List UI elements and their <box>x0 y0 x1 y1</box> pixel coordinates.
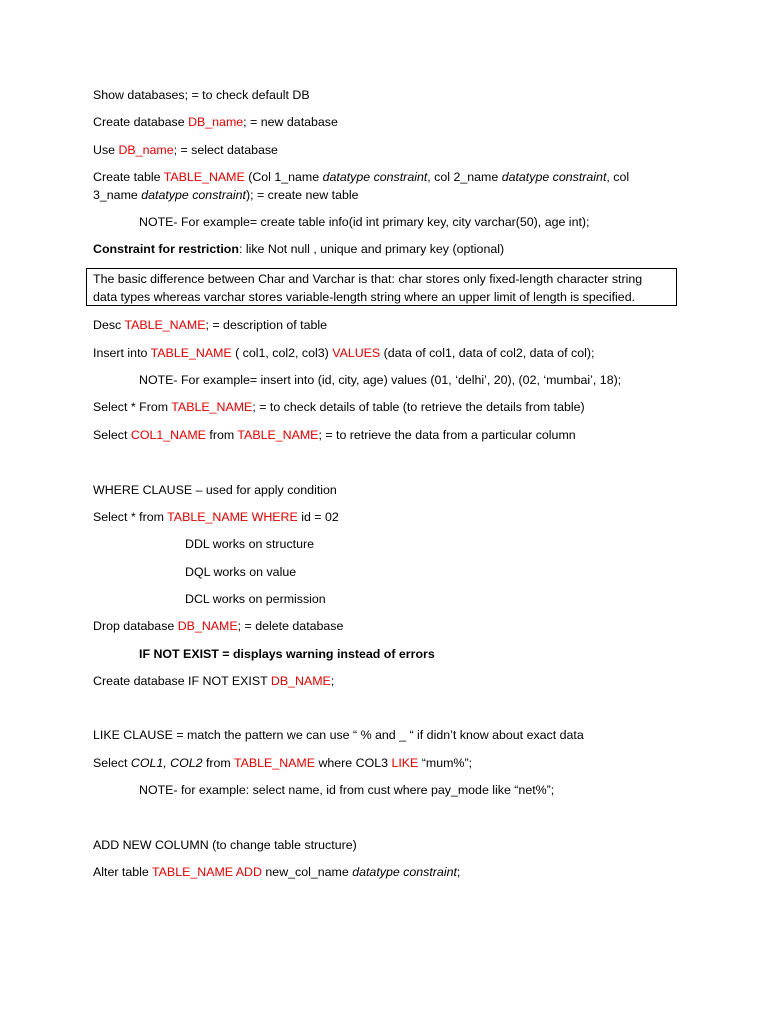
italic-text: datatype constraint <box>501 170 607 184</box>
text: (data of col1, data of col2, data of col); <box>380 346 595 360</box>
text: ; <box>456 865 461 879</box>
text: The basic difference between Char and Varchar is that: char stores only fixed-length character string <box>93 272 643 286</box>
line-ddl <box>185 536 314 553</box>
text: ADD NEW COLUMN (to change table structure) <box>93 838 357 852</box>
text: from <box>202 756 234 770</box>
text: where COL3 <box>315 756 392 770</box>
text: Insert into <box>93 346 151 360</box>
text: Desc <box>93 318 125 332</box>
line-select-like <box>93 755 472 772</box>
text: LIKE CLAUSE = match the pattern we can use “ % and _ “ if didn’t know about exact data <box>93 728 584 742</box>
line-if-not-exist <box>139 646 435 663</box>
italic-text: COL1, COL2 <box>130 756 203 770</box>
heading-add-new-column <box>93 837 357 854</box>
text: ; = delete database <box>237 619 344 633</box>
keyword-red: COL1_NAME <box>130 428 206 442</box>
line-dql <box>185 564 296 581</box>
keyword-red: DB_NAME <box>177 619 238 633</box>
keyword-red: VALUES <box>332 346 381 360</box>
text: : like Not null , unique and primary key (optional) <box>238 242 505 256</box>
bold-text: IF NOT EXIST = displays warning instead of errors <box>139 647 435 661</box>
text: id = 02 <box>297 510 339 524</box>
text: Show databases; = to check default DB <box>93 88 310 102</box>
line-drop-database <box>93 618 343 635</box>
text: (Col 1_name <box>244 170 323 184</box>
keyword-red: TABLE_NAME ADD <box>152 865 262 879</box>
keyword-red: DB_name <box>188 115 244 129</box>
text: DQL works on value <box>185 565 297 579</box>
line-select-all <box>93 399 585 416</box>
text: new_col_name <box>261 865 353 879</box>
keyword-red: TABLE_NAME WHERE <box>167 510 298 524</box>
line-desc <box>93 317 327 334</box>
heading-where-clause <box>93 482 337 499</box>
italic-text: datatype constraint <box>352 865 457 879</box>
text: WHERE CLAUSE – used for apply condition <box>93 483 337 497</box>
keyword-red: TABLE_NAME <box>124 318 206 332</box>
text: Select <box>93 428 131 442</box>
text: ; = new database <box>243 115 338 129</box>
text: ( col1, col2, col3) <box>231 346 333 360</box>
text: NOTE- For example= insert into (id, city, age) values (01, ‘delhi’, 20), (02, ‘mumbai’, 18); <box>139 373 622 387</box>
keyword-red: LIKE <box>391 756 419 770</box>
text: DCL works on permission <box>185 592 326 606</box>
text: ; = description of table <box>205 318 328 332</box>
text: Drop database <box>93 619 178 633</box>
line-dcl <box>185 591 326 608</box>
text: DDL works on structure <box>185 537 314 551</box>
italic-text: datatype constraint <box>141 188 246 202</box>
line-insert-into <box>93 345 594 362</box>
text: Select * from <box>93 510 168 524</box>
box-line-1 <box>93 271 642 288</box>
text: , col 2_name <box>427 170 502 184</box>
text: NOTE- For example= create table info(id int primary key, city varchar(50), age int); <box>139 215 590 229</box>
text: Create database <box>93 115 189 129</box>
keyword-red: TABLE_NAME <box>237 428 319 442</box>
text: “mum%”; <box>418 756 473 770</box>
italic-text: datatype constraint <box>322 170 428 184</box>
heading-like-clause <box>93 727 584 744</box>
line-show-databases <box>93 87 310 104</box>
text: ; = to check details of table (to retrieve the details from table) <box>252 400 585 414</box>
keyword-red: TABLE_NAME <box>233 756 315 770</box>
note-create-table <box>139 214 589 231</box>
text: Create table <box>93 170 164 184</box>
text: Select <box>93 756 131 770</box>
note-like <box>139 782 554 799</box>
keyword-red: DB_NAME <box>270 674 331 688</box>
keyword-red: TABLE_NAME <box>150 346 232 360</box>
text: Use <box>93 143 119 157</box>
box-line-2 <box>93 289 635 306</box>
text: NOTE- for example: select name, id from cust where pay_mode like “net%”; <box>139 783 555 797</box>
text: Select * From <box>93 400 172 414</box>
text: from <box>205 428 238 442</box>
line-select-where <box>93 509 339 526</box>
keyword-red: TABLE_NAME <box>171 400 253 414</box>
text: Create database IF NOT EXIST <box>93 674 271 688</box>
bold-text: Constraint for restriction <box>93 242 239 256</box>
char-varchar-note-box <box>86 268 677 306</box>
line-create-database <box>93 114 338 131</box>
line-create-table <box>93 169 629 186</box>
text: Alter table <box>93 865 153 879</box>
keyword-red: DB_name <box>118 143 174 157</box>
line-select-column <box>93 427 576 444</box>
line-create-if-not-exist <box>93 673 334 690</box>
text: , col <box>606 170 630 184</box>
line-create-table-cont <box>93 187 359 204</box>
keyword-red: TABLE_NAME <box>163 170 245 184</box>
text: ; = to retrieve the data from a particular column <box>318 428 576 442</box>
line-constraint <box>93 241 504 258</box>
note-insert <box>139 372 621 389</box>
text: ; <box>330 674 335 688</box>
line-use-database <box>93 142 278 159</box>
text: ); = create new table <box>245 188 359 202</box>
text: ; = select database <box>173 143 278 157</box>
line-alter-table <box>93 864 460 881</box>
text: 3_name <box>93 188 142 202</box>
text: data types whereas varchar stores variable-length string where an upper limit of length is specified. <box>93 290 636 304</box>
